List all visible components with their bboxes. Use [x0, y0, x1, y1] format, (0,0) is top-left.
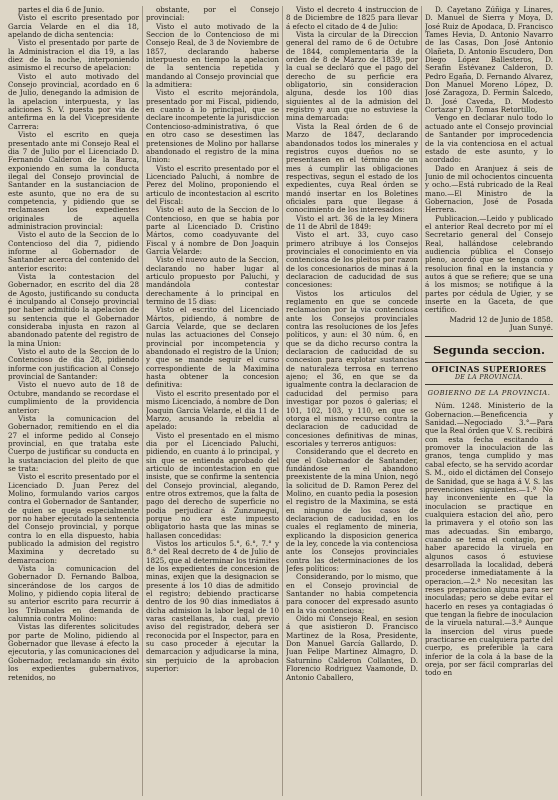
paragraph: D. Cayetano Zúñiga y Linares, D. Manuel de Sierra y Moya, D. José Ruiz de Apodaca, D. Francisco Tames Hevia, D. Antonio Navarro de las Casas, Don José Antonio Olañeta, D. Antonio Escudero, Don Diego López Ballesteros, D. Serafin Estévanez Calderon, D. Pedro Egaña, D. Fernando Alvarez, Don Manuel Moreno López, D. José Zaragoza, D. Fermin Salcedo, D. José Caveda, D. Modesto Cortazar y D. Tomas Retortillo, [425, 6, 553, 115]
office-subheading: DE LA PROVINCIA. [454, 374, 524, 382]
paragraph: Visto el art. 36 de la ley Minera de 11 de Abril de 1849: [286, 213, 418, 231]
section-divider [425, 336, 553, 337]
paragraph: Considerando que el decreto en que el Gobernador de Santander, fundándose en el abandono preexistente de la mina Union, negó la solicitud de D. Ramon Perez del Molino, en cuanto pedia la posesion el registro de la Maximina, se está en ninguno de los casos de declaracion de caducidad, en los cuales el reglamento de mineria, explicando la disposicion generica de la ley, concede la via contenciosa ante los Consejos provinciales contra las determinaciones de los Jefes políticos: [286, 447, 418, 574]
paragraph: Visto el escrito presentado por el mismo Licenciado, á nombre de Don Joaquin Garcia Velarde, el dia 11 de Marzo, acusando la rebeldia al apelado: [146, 388, 279, 432]
paragraph: Núm. 1248. Ministerio de la Gobernacion.—Beneficencia y Sanidad.—Negociado 3.°—Para que la Real órden que V. S. recibirá con esta fecha escitando á promover la inoculacion de las granos, tenga cumplido y mas cabal efecto, se ha servido acordar S. M., oido el dictámen del Consejo de Sanidad, que se haga á V. S. las prevenciones siguientes.—1.ª No hay inconveniente en que la inoculacion se practique en cualquiera estacion del año, pero la primavera y el otoño son las mas adecuadas. Sin embargo, cuando se tema el contagio, por haber aparecido la viruela en algunos casos ó estuviese desarrollada la localidad, deberá procederse inmediatamente á la operacion.—2.ª No necesitan las reses preparacion alguna para ser inoculadas; pero se debe evitar el hacerlo en reses ya contagiadas ó que tengan la fiebre de inoculacion de la viruela natural.—3.ª Aunque la insercion del virus puede practicarse en cualquiera parte del cuerpo, es preferible la cara inferior de la cola á la base de la oreja, por ser fácil comprarlas del todo en [425, 401, 553, 678]
paragraph: Vistas las diferentes solicitudes por parte de Molino, pidiendo al Gobernador que llevase á efecto la ejecutoria, y las comunicaciones del Gobernador, reclamando sin éxito los expedientes gubernativos, retenidos, no [8, 622, 139, 682]
section-heading: Segunda seccion. [432, 343, 546, 358]
text-column-4 [425, 6, 553, 796]
paragraph: Vista la Real órden de 6 de Marzo de 1847, declarando abandonados todos los minerales y registros cuyos dueños no se presentasen en el término de un mes á cumplir las obligaciones respectivas, segun el estado de los expedientes, cuya Real órden se mandó insertar en los Boletines oficiales para que llegase á conocimiento de los interesados: [286, 121, 418, 215]
column-rule [282, 6, 283, 796]
paragraph: Visto el presentado por parte de la Administracion el dia 19, a las diez de la noche, interponiendo asimismo el recurso de apelacion: [8, 38, 139, 73]
paragraph: Dado en Aranjuez á seis de Junio de mil ochocientos cincuenta y ocho.—Está rubricado de la Real mano.—El Ministro de la Gobernacion, José de Posada Herrera. [425, 163, 553, 215]
paragraph: Vista la comunicacion del Gobernador, remitiendo en el dia 27 el informe pedido al Consejo provincial, en que trataba este Cuerpo de justificar su conducta en la sustanciacion del pleito de que se trata: [8, 413, 139, 473]
paragraph: Publicacion.—Leido y publicado el anterior Real decreto por mí el Secretario general del Consejo Real, hallándose celebrando audiencia pública el Consejo pleno, acordó que se tenga como resolucion final en la instancia y autos á que se refiere; que se una á los mismos; se notifique á la partes por cédula de Ugier, y se inserte en la Gaceta, de que certifico. [425, 213, 553, 315]
paragraph: Visto el art. 33, cuyo caso primero atribuye á los Consejos provinciales el conocimiento en via contenciosa de los pleitos por razon de los concesionarios de minas á la declaracion de caducidad de sus concesiones: [286, 230, 418, 290]
paragraph: Visto el escrito presentado por el Licenciado D. Juan Perez del Molino, formulando varios cargos contra el Gobernador de Santander, de quien se queja especialmente por no haber ejecutado la sentencia del Consejo provincial, y porque contra lo en ella dispuesto, habia publicado la admision del registro Maximina y decretado su demarcacion: [8, 472, 139, 565]
text-column-3 [286, 6, 418, 796]
paragraph: Visto el escrito presentado por el Licenciado Paluchi, á nombre de Perez del Molino, proponiendo el articulo de incontestacion al escrito del Fiscal: [146, 163, 279, 206]
paragraph: Vista la circular de la Direccion general del ramo de 6 de Octubre de 1844, complementaria de la orden de 8 de Marzo de 1839, por la cual se declaró que el pago del derecho de su perficie era obligatorio, sin consideracion alguna, desde los 100 dias siguientes al de la admision del registro y aun que no estuviese la mina demarcada: [286, 30, 418, 123]
paragraph: Visto el auto motivado del Consejo provincial, acordado en 6 de Julio, denegando la admision de la apelacion interpuesta, y las adiciones S. V. puesta por via de antefirma en la del Vicepresidente Carrera: [8, 71, 139, 131]
office-heading: OFICINAS SUPERIORES [431, 364, 547, 375]
paragraph: partes el dia 6 de Junio. [18, 6, 105, 14]
paragraph: Vengo en declarar nulo todo lo actuado ante el Consejo provincial de Santander por improcedencia de la via contenciosa en el actual estado de este asunto, y lo acordado: [425, 113, 553, 165]
paragraph: obstante, por el Consejo provincial: [146, 6, 279, 23]
column-rule [142, 6, 143, 796]
paragraph: Visto el auto de la Seccion de lo Contencioso de dia 28, pidiendo informe con justificacion al Consejo provincial de Santander: [8, 347, 139, 382]
paragraph: Visto el nuevo auto de 18 de Octubre, mandando se recordase el cumplimiento de la providencia anterior: [8, 380, 139, 415]
paragraph: Visto el auto de la Seccion de lo Contencioso, en que se habia por parte al Licenciado D. Cristino Mártos, como coadyuvante del Fiscal y á nombre de Don Joaquin Garcia Velarde: [146, 205, 279, 256]
signature-place-date: Madrid 12 de Junio de 1858. [449, 314, 553, 324]
paragraph: Visto el nuevo auto de la Seccion, declarando no haber lugar al articulo propuesto por Paluchi, y mandándola contestar derechamente á lo principal en termino de 15 dias: [146, 255, 279, 307]
paragraph: Oido mi Consejo Real, en sesion á que asistieron D. Francisco Martinez de la Rosa, Presidente, Don Manuel García Gallardo, D. Juan Felipe Martinez Almagro, D. Saturnino Calderon Collantes, D. Florencio Rodriguez Vaamonde, D. Antonio Caballero, [286, 614, 418, 682]
paragraph: Vistos los articulos del reglamento en que se concede reclamacion por la via contenciosa ante los Consejos provinciales contra las resoluciones de los Jefes políticos, y aun: el 30 núm. 6, en que se da dicho recurso contra la declaracion de caducidad de su concesion para explotar sustancias de naturaleza terrosa en terreno ajeno; el 36, en que se da igualmente contra la declaracion de caducidad del permiso para investigar por pozos ó galerias; el 101, 102, 103, y 110, en que se otorga el mismo recurso contra la declaracion de caducidad de concesiones definitivas de minas, escoriales y terreros antiguos: [286, 288, 418, 448]
paragraph: Visto el decreto 4 instruccion de 8 de Diciembre de 1825 para llevar á efecto el citado de 4 de Julio: [286, 6, 418, 31]
text-column-2 [146, 6, 279, 796]
paragraph: Visto el escrito presentado por Garcia Velarde en el dia 18, apelando de dicha sentencia: [8, 13, 139, 40]
paragraph: Visto el auto de la Seccion de lo Contencioso del dia 7, pidiendo informe al Gobernador de Santander acerca del contenido del anterior escrito: [8, 230, 139, 273]
signature-block [425, 316, 553, 333]
column-rule [421, 6, 422, 796]
paragraph: Vistos los articulos 5.°, 6.°, 7.° y 8.° del Real decreto de 4 de Julio de 1825, que al determinar los trámites de los expedientes de concesion de minas, exijen que la designacion se presente á los 10 dias de admitido el registro; debiendo practicarse dentro de los 90 dias inmediatos á dicha admision la labor legal de 10 varas castellanas, la cual, previo aviso del registrador, deberá ser reconocida por el Inspector, para en su caso proceder á ejecutar la demarcacion y adjudicarse la mina, sin perjuicio de la aprobacion superior: [146, 539, 279, 674]
signature-name: Juan Sunyé. [509, 323, 553, 333]
paragraph: Vista la contestacion del Gobernador, en escrito del dia 28 de Agosto, justificando su conducta é inculpando al Consejo provincial por haber admitido la apelacion de su sentencia que el Gobernador consideraba injusta en razon al abandonado patente del registro de la mina Union: [8, 272, 139, 348]
paragraph: Visto el presentado en el mismo dia por el Licenciado Paluchi, pidiendo, en cuanto á lo principal, y sin que se entienda aprobado del articulo de incontestacion en que insiste, que se confirme la sentencia del Consejo provincial, alegando, entre otros extremos, que la falta de pago del derecho de superficie no podia perjudicar á Zunzunegui, porque no era este impuesto obligatorio hasta que las minas se hallasen concedidas: [146, 430, 279, 540]
paragraph: Visto el escrito mejorándola, presentado por mi Fiscal, pidiendo, en cuanto á lo principal, que se declare incompetente la jurisdiccion Contencioso-administrativa, ó que en otro caso se desestimen las pretensiones de Molino por hallarse abandonado el registro de la mina Union: [146, 88, 279, 165]
text-column-1 [8, 6, 139, 796]
paragraph: Visto el escrito del Licenciado Mártos, pidiendo, á nombre de Garcia Velarde, que se declaren nulas las actuaciones del Consejo provincial por incompetencia y abandonado el registro de la Union; y que se mande seguir el curso correspondiente de la Maximina hasta obtener la concesion definitiva: [146, 305, 279, 390]
paragraph: Considerando, por lo mismo, que en el Consejo provincial de Santander no habia competencia para conocer del expresado asunto en la via contenciosa; [286, 572, 418, 615]
paragraph: Visto el auto motivado de la Seccion de lo Contencioso de mi Consejo Real, de 3 de Noviembre de 1857, declarando haberse interpuesto en tiempo la apelacion de la sentencia repetida y mandando al Consejo provincial que la admitiera: [146, 21, 279, 90]
paragraph: Visto el escrito en queja presentado ante mi Consejo Real el dia 7 de Julio por el Licenciado D. Fernando Calderon de la Barca, exponiendo en suma la conducta ilegal del Consejo provincial de Santander en la sustanciacion de este asunto, que no era de su competencia, y pidiendo que se reclamasen los expedientes originales de aquella administracion provincial: [8, 130, 139, 231]
section-divider [425, 384, 553, 385]
section-divider [425, 362, 553, 363]
government-heading: GOBIERNO DE LA PROVINCIA. [427, 389, 551, 398]
paragraph: Vista la comunicacion del Gobernador D. Fernando Balboa, sincerándose de los cargos de Molino, y pidiendo copia literal de su anterior escrito para recurrir á los Tribunales en demanda de calumnia contra Molino: [8, 564, 139, 624]
